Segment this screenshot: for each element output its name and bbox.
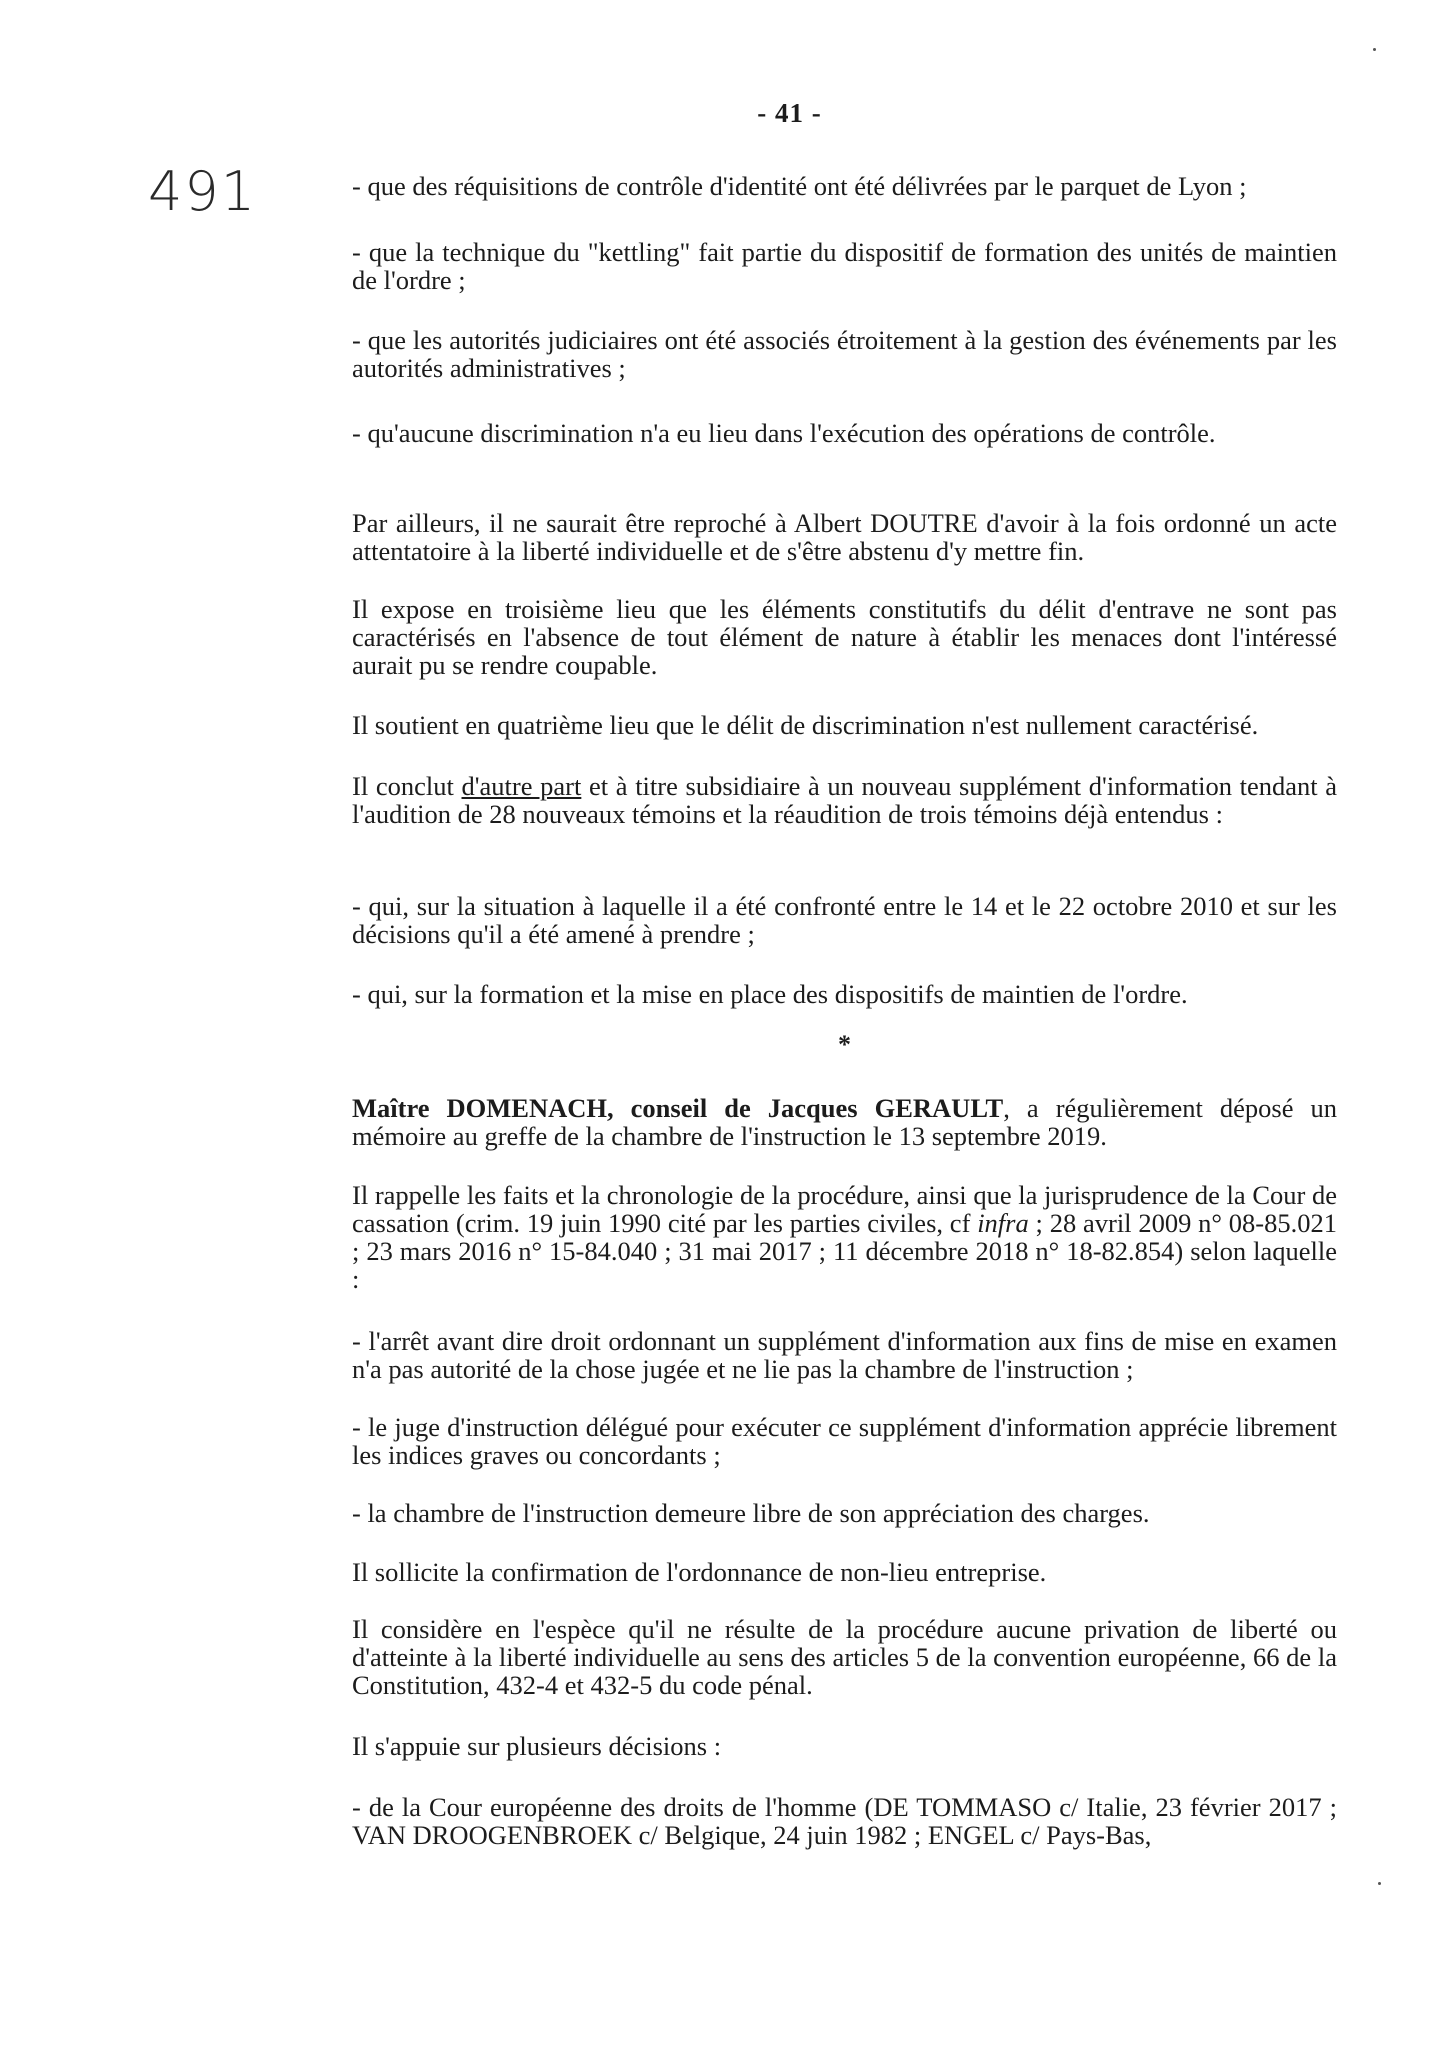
paragraph: Il considère en l'espèce qu'il ne résulte de la procédure aucune privation de liberté ou d'atteinte à la liberté individuelle au sens des articles 5 de la convention européenne, 66 de la Constitution, 432-4 et 432-5 du code pénal. (352, 1614, 1337, 1700)
paragraph-text: Il rappelle les faits et la chronologie de la procédure, ainsi que la jurisprudence de la Cour de cassation (crim. 19 juin 1990 cité par les parties civiles, cf (352, 1180, 1337, 1238)
paragraph-text: et à titre subsidiaire à un nouveau supplément d'information tendant à l'audition de 28 nouveaux témoins et la réaudition de trois témoins déjà entendus : (352, 771, 1338, 829)
paragraph (352, 1094, 1337, 1150)
scan-speck (1378, 1882, 1381, 1885)
handwritten-folio-number: 491 (148, 160, 258, 223)
paragraph-text: Il conclut (352, 771, 462, 801)
paragraph (352, 772, 1337, 828)
paragraph: - qui, sur la situation à laquelle il a été confronté entre le 14 et le 22 octobre 2010 et sur les décisions qu'il a été amené à prendre ; (352, 891, 1337, 949)
paragraph: Il sollicite la confirmation de l'ordonnance de non-lieu entreprise. (352, 1557, 1047, 1587)
paragraph: - la chambre de l'instruction demeure libre de son appréciation des charges. (352, 1498, 1150, 1528)
paragraph: - de la Cour européenne des droits de l'homme (DE TOMMASO c/ Italie, 23 février 2017 ; VAN DROOGENBROEK c/ Belgique, 24 juin 1982 ; ENGEL c/ Pays-Bas, (352, 1792, 1337, 1850)
underlined-text: d'autre part (461, 771, 582, 801)
paragraph-text: , a régulièrement déposé un mémoire au greffe de la chambre de l'instruction le 13 septembre 2019. (352, 1093, 1338, 1151)
italic-text: infra (977, 1208, 1029, 1238)
page-number: - 41 - (757, 98, 822, 128)
bold-text: Maître DOMENACH, conseil de Jacques GERAULT (352, 1093, 1004, 1123)
paragraph: - que la technique du "kettling" fait partie du dispositif de formation des unités de maintien de l'ordre ; (352, 237, 1337, 295)
paragraph: - l'arrêt avant dire droit ordonnant un supplément d'information aux fins de mise en examen n'a pas autorité de la chose jugée et ne lie pas la chambre de l'instruction ; (352, 1326, 1337, 1384)
paragraph: Il s'appuie sur plusieurs décisions : (352, 1731, 722, 1761)
paragraph: - qu'aucune discrimination n'a eu lieu dans l'exécution des opérations de contrôle. (352, 418, 1216, 448)
paragraph (352, 1181, 1337, 1293)
paragraph: - le juge d'instruction délégué pour exécuter ce supplément d'information apprécie librement les indices graves ou concordants ; (352, 1412, 1337, 1470)
scan-speck (1373, 48, 1376, 51)
paragraph-text: ; 28 avril 2009 n° 08-85.021 ; 23 mars 2016 n° 15-84.040 ; 31 mai 2017 ; 11 décembre 2018 n° 18-82.854) selon laquelle : (352, 1208, 1337, 1294)
paragraph: Il soutient en quatrième lieu que le délit de discrimination n'est nullement caractérisé. (352, 710, 1259, 740)
paragraph: - qui, sur la formation et la mise en place des dispositifs de maintien de l'ordre. (352, 979, 1188, 1009)
paragraph: - que les autorités judiciaires ont été associés étroitement à la gestion des événements par les autorités administratives ; (352, 325, 1337, 383)
paragraph: Par ailleurs, il ne saurait être reproché à Albert DOUTRE d'avoir à la fois ordonné un acte attentatoire à la liberté individuelle et de s'être abstenu d'y mettre fin. (352, 508, 1337, 566)
section-separator: * (838, 1030, 851, 1059)
paragraph: - que des réquisitions de contrôle d'identité ont été délivrées par le parquet de Lyon ; (352, 171, 1247, 201)
paragraph: Il expose en troisième lieu que les éléments constitutifs du délit d'entrave ne sont pas caractérisés en l'absence de tout élément de nature à établir les menaces dont l'intéressé aurait pu se rendre coupable. (352, 594, 1337, 680)
